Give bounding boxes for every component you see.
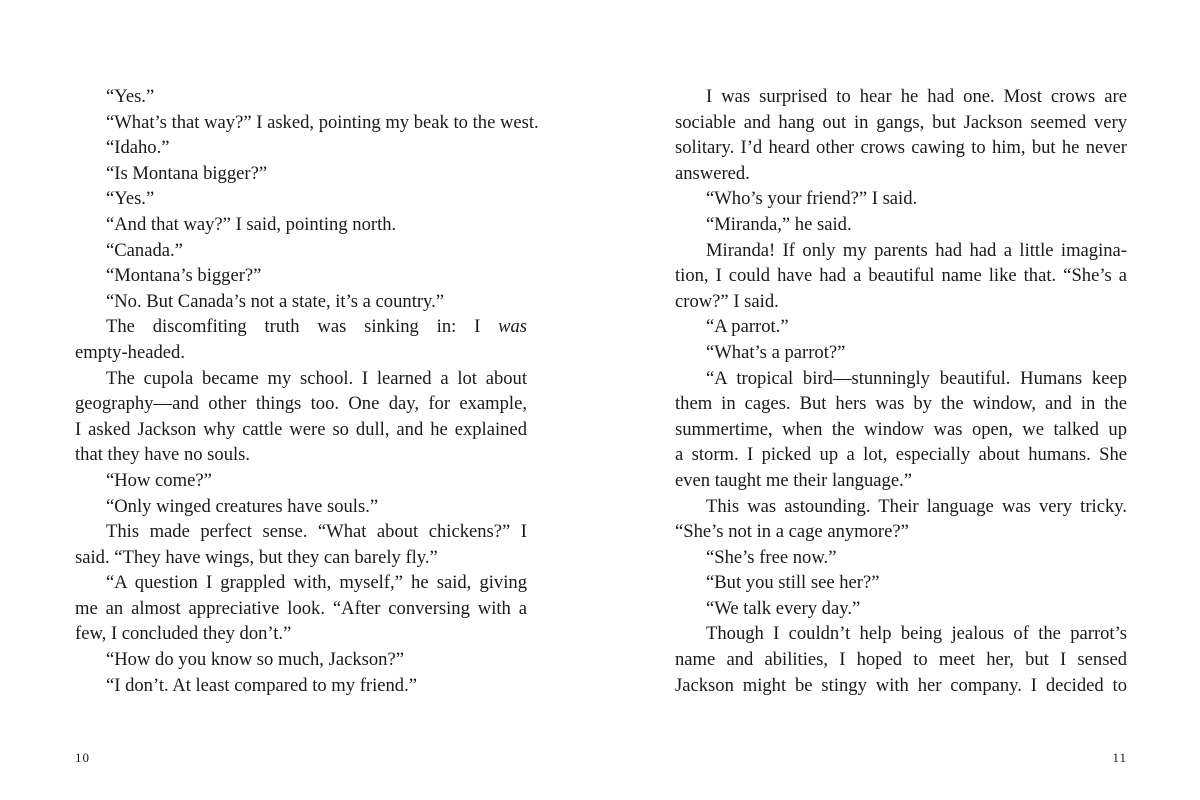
text-line-content: said. “They have wings, but they can barely fly.” — [75, 546, 438, 568]
text-line-content: The discomfiting truth was sinking in: I — [106, 316, 499, 338]
text-line — [675, 84, 1127, 110]
text-line-content: I asked Jackson why cattle were so dull, and he explained — [75, 418, 527, 440]
text-line-content: “I don’t. At least compared to my friend.” — [106, 674, 418, 696]
text-line — [675, 621, 1127, 647]
text-line-content: “What’s a parrot?” — [706, 341, 846, 363]
text-line — [75, 366, 527, 392]
text-line-content: solitary. I’d heard other crows cawing to him, but he never — [675, 137, 1127, 159]
text-line-content: tion, I could have had a beautiful name like that. “She’s a — [675, 265, 1127, 287]
text-line — [75, 135, 527, 161]
text-line-content: “Is Montana bigger?” — [106, 162, 268, 184]
text-line — [675, 468, 1127, 494]
text-line — [75, 621, 527, 647]
text-line — [675, 647, 1127, 673]
text-line-content: “Only winged creatures have souls.” — [106, 495, 379, 517]
text-line-content: I was surprised to hear he had one. Most crows are — [706, 86, 1127, 107]
text-line — [75, 494, 527, 520]
right-page-text — [675, 84, 1127, 698]
text-line-content: crow?” I said. — [675, 290, 779, 312]
text-line — [75, 340, 527, 366]
text-line — [75, 289, 527, 315]
text-line-content: The cupola became my school. I learned a lot about — [106, 367, 527, 389]
text-line — [675, 545, 1127, 571]
text-line-content: “Yes.” — [106, 188, 155, 210]
text-line — [75, 391, 527, 417]
text-line — [75, 314, 527, 340]
text-line — [675, 494, 1127, 520]
text-line — [675, 519, 1127, 545]
italic-word: was — [498, 316, 527, 338]
text-line-content: “Miranda,” he said. — [706, 213, 852, 235]
text-line-content: “She’s not in a cage anymore?” — [675, 521, 909, 543]
text-line — [675, 314, 1127, 340]
text-line-content: Jackson might be stingy with her company. I decided to — [675, 674, 1127, 696]
text-line — [675, 161, 1127, 187]
text-line-content: “A question I grappled with, myself,” he said, giving — [106, 572, 527, 594]
text-line-content: sociable and hang out in gangs, but Jackson seemed very — [675, 111, 1127, 133]
text-line-content: “Montana’s bigger?” — [106, 265, 262, 287]
text-line — [75, 442, 527, 468]
text-line-content: even taught me their language.” — [675, 469, 912, 491]
text-line-content: “Idaho.” — [106, 137, 170, 159]
text-line — [75, 212, 527, 238]
text-line-content: “What’s that way?” I asked, pointing my beak to the west. — [106, 111, 539, 133]
text-line-content: “A parrot.” — [706, 316, 789, 338]
text-line-content: “We talk every day.” — [706, 597, 861, 619]
text-line-content: a storm. I picked up a lot, especially about humans. She — [675, 444, 1127, 466]
text-line — [75, 545, 527, 571]
text-line-content: empty-headed. — [75, 341, 185, 363]
left-page-number: 10 — [75, 750, 90, 765]
text-line — [675, 570, 1127, 596]
text-line — [75, 186, 527, 212]
text-line — [75, 238, 527, 264]
text-line — [675, 135, 1127, 161]
text-line-content: “Who’s your friend?” I said. — [706, 188, 918, 210]
text-line-content: me an almost appreciative look. “After conversing with a — [75, 597, 527, 619]
text-line — [75, 263, 527, 289]
text-line-content: This was astounding. Their language was very tricky. — [706, 495, 1127, 517]
right-page-number: 11 — [1112, 750, 1127, 765]
text-line — [75, 110, 539, 136]
text-line — [675, 186, 1127, 212]
text-line — [75, 468, 527, 494]
text-line-content: “Canada.” — [106, 239, 183, 261]
text-line — [75, 161, 527, 187]
text-line — [75, 673, 527, 699]
text-line-content: “How come?” — [106, 469, 212, 491]
text-line-content: name and abilities, I hoped to meet her, but I sensed — [675, 649, 1127, 671]
text-line — [675, 340, 1127, 366]
text-line — [675, 417, 1127, 443]
text-line-content: that they have no souls. — [75, 444, 251, 466]
text-line — [675, 263, 1127, 289]
text-line-content: “No. But Canada’s not a state, it’s a country.” — [106, 290, 445, 312]
text-line — [675, 442, 1127, 468]
text-line-content: answered. — [675, 162, 750, 184]
text-line-content: Though I couldn’t help being jealous of the parrot’s — [706, 623, 1127, 645]
text-line-content: them in cages. But hers was by the window, and in the — [675, 393, 1127, 415]
text-line — [675, 673, 1127, 699]
text-line-content: This made perfect sense. “What about chickens?” I — [106, 521, 527, 543]
text-line-content: “And that way?” I said, pointing north. — [106, 213, 397, 235]
text-line — [675, 366, 1127, 392]
text-line-content: geography—and other things too. One day, for example, — [75, 393, 527, 415]
text-line-content: “Yes.” — [106, 86, 155, 107]
text-line — [75, 570, 527, 596]
text-line — [75, 647, 527, 673]
text-line — [75, 417, 527, 443]
text-line — [675, 212, 1127, 238]
text-line-content: summertime, when the window was open, we talked up — [675, 418, 1127, 440]
left-page-text — [75, 84, 539, 698]
text-line-content: few, I concluded they don’t.” — [75, 623, 292, 645]
text-line-content: “A tropical bird—stunningly beautiful. Humans keep — [706, 367, 1127, 389]
text-line-content: “How do you know so much, Jackson?” — [106, 649, 404, 671]
text-line — [75, 596, 527, 622]
text-line — [75, 519, 527, 545]
text-line — [675, 289, 1127, 315]
text-line — [675, 596, 1127, 622]
text-line-content: “She’s free now.” — [706, 546, 837, 568]
text-line-content: Miranda! If only my parents had had a little imagina- — [706, 239, 1127, 261]
text-line — [75, 84, 527, 110]
text-line — [675, 238, 1127, 264]
text-line-content: “But you still see her?” — [706, 572, 880, 594]
text-line — [675, 391, 1127, 417]
text-line — [675, 110, 1127, 136]
